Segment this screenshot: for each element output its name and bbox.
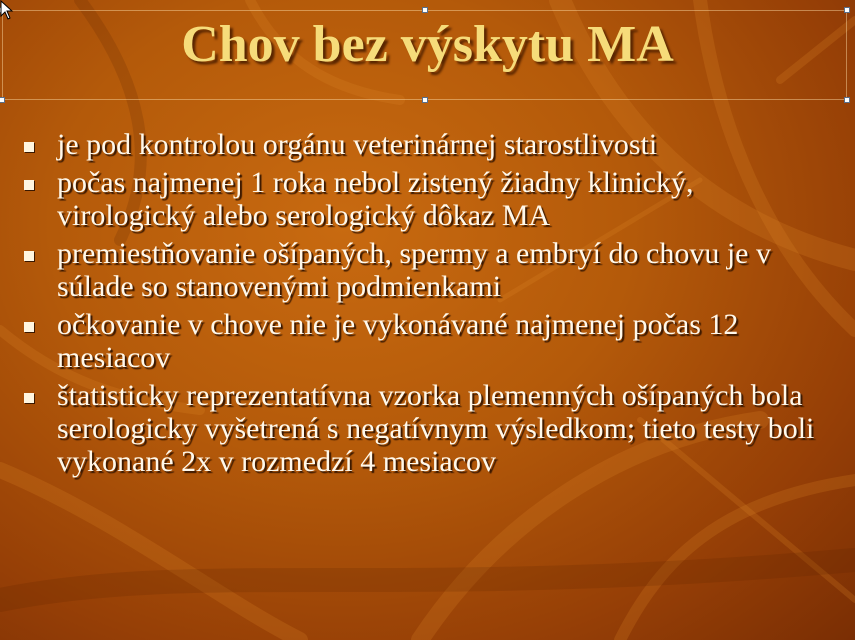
resize-handle-bottom-right[interactable]: [844, 97, 850, 103]
resize-handle-top-right[interactable]: [844, 7, 850, 13]
bullet-item[interactable]: [24, 166, 839, 232]
bullet-text: počas najmenej 1 roka nebol zistený žiadny klinický, virologický alebo serologický dôkaz MA: [57, 166, 694, 232]
bullet-text: je pod kontrolou orgánu veterinárnej starostlivosti: [57, 128, 658, 161]
square-bullet-icon: [24, 393, 34, 403]
bullet-text: premiestňovanie ošípaných, spermy a embryí do chovu je v súlade so stanovenými podmienkami: [57, 237, 771, 303]
bullet-item[interactable]: [24, 308, 839, 374]
resize-handle-top-middle[interactable]: [422, 7, 428, 13]
bullet-item[interactable]: [24, 237, 839, 303]
arrow-pointer-icon: [0, 0, 14, 20]
resize-handle-bottom-middle[interactable]: [422, 97, 428, 103]
bullet-list[interactable]: [24, 128, 839, 483]
slide-title[interactable]: Chov bez výskytu MA: [181, 16, 674, 73]
bullet-item[interactable]: [24, 128, 839, 161]
bullet-item[interactable]: [24, 379, 839, 478]
square-bullet-icon: [24, 251, 34, 261]
bullet-text: očkovanie v chove nie je vykonávané najmenej počas 12 mesiacov: [57, 308, 739, 374]
square-bullet-icon: [24, 322, 34, 332]
bullet-text: štatisticky reprezentatívna vzorka plemenných ošípaných bola serologicky vyšetrená s negatívnym výsledkom; tieto testy boli vykonané 2x v rozmedzí 4 mesiacov: [57, 379, 815, 478]
resize-handle-bottom-left[interactable]: [0, 97, 5, 103]
square-bullet-icon: [24, 142, 34, 152]
square-bullet-icon: [24, 180, 34, 190]
